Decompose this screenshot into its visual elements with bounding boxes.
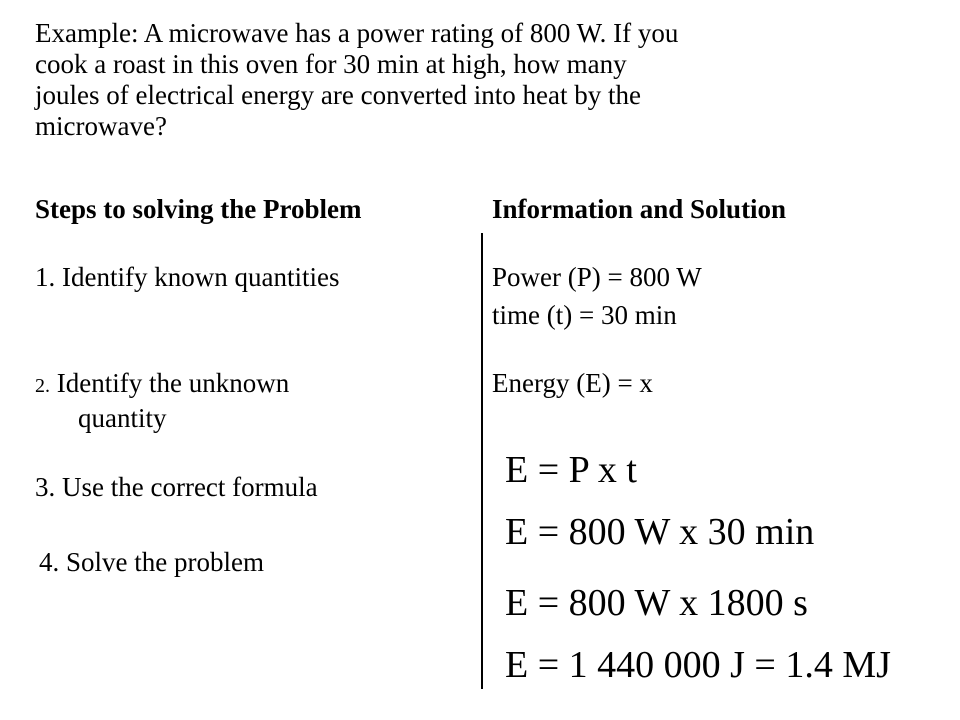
example-line-2: cook a roast in this oven for 30 min at high, how many bbox=[35, 49, 627, 79]
example-problem bbox=[35, 18, 935, 142]
steps-header: Steps to solving the Problem bbox=[35, 194, 362, 224]
equation-conversion: E = 800 W x 1800 s bbox=[505, 582, 808, 624]
step-4: 4. Solve the problem bbox=[39, 547, 264, 577]
step-2-text: Identify the unknown bbox=[56, 368, 290, 398]
step-1: 1. Identify known quantities bbox=[35, 262, 340, 292]
step-2-number: 2. bbox=[35, 375, 50, 397]
info-energy: Energy (E) = x bbox=[492, 368, 653, 398]
info-power: Power (P) = 800 W bbox=[492, 262, 702, 292]
solution-header: Information and Solution bbox=[492, 194, 787, 224]
info-time: time (t) = 30 min bbox=[492, 300, 677, 330]
equation-formula: E = P x t bbox=[505, 449, 637, 491]
step-2-continuation: quantity bbox=[78, 403, 167, 433]
step-2 bbox=[35, 370, 289, 397]
equation-result: E = 1 440 000 J = 1.4 MJ bbox=[505, 644, 891, 686]
example-line-3: joules of electrical energy are converted into heat by the bbox=[35, 80, 641, 110]
example-line-4: microwave? bbox=[35, 111, 167, 141]
column-divider bbox=[481, 233, 483, 689]
equation-substitution: E = 800 W x 30 min bbox=[505, 511, 815, 553]
example-line-1: Example: A microwave has a power rating of 800 W. If you bbox=[35, 18, 679, 48]
step-3: 3. Use the correct formula bbox=[35, 472, 318, 502]
